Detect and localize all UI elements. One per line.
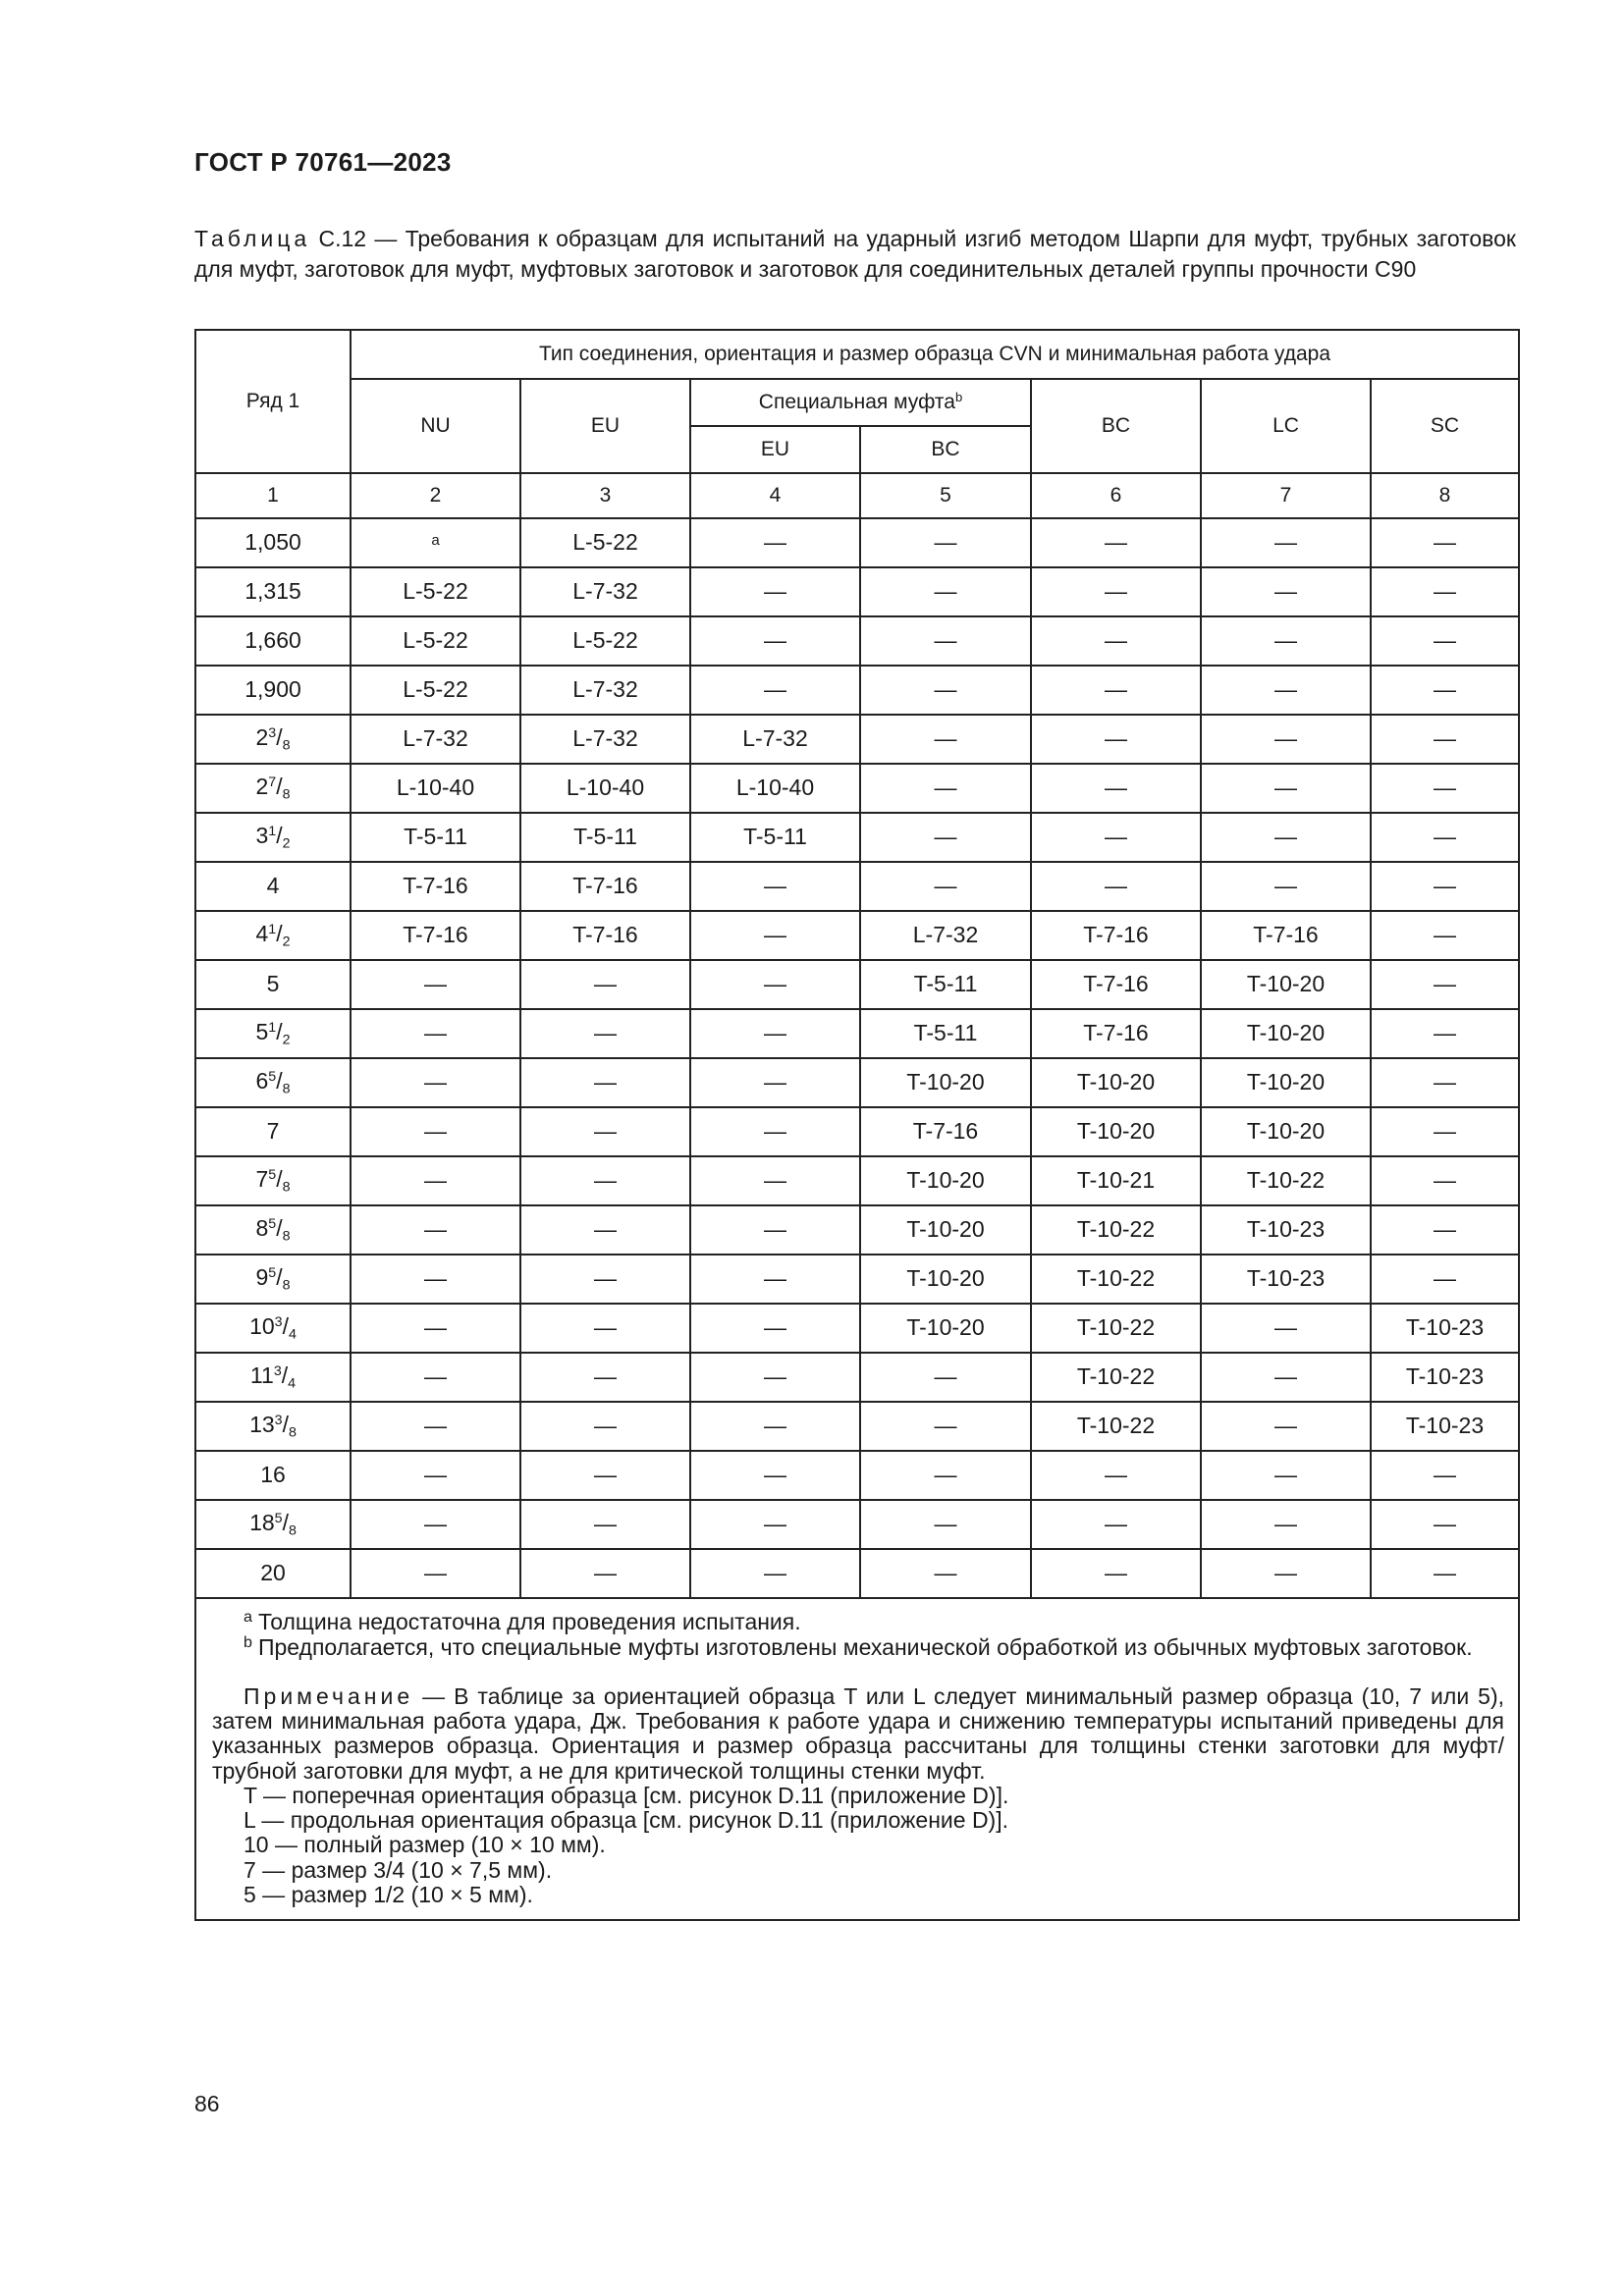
table-row [195,764,1519,813]
table-cell: T-10-20 [860,1304,1031,1353]
table-cell: — [690,1304,860,1353]
legend-line: 5 — размер 1/2 (10 × 5 мм). [244,1882,533,1908]
table-cell: T-7-16 [520,862,690,911]
table-cell: T-10-20 [1201,1058,1371,1107]
row-size-cell [195,764,351,813]
table-cell: — [1371,1205,1519,1255]
table-cell: — [1031,715,1201,764]
table-cell: T-7-16 [1201,911,1371,960]
fraction-slash: / [276,822,283,848]
table-cell: — [1371,1451,1519,1500]
size-denominator: 8 [282,1178,291,1195]
table-cell: — [1371,616,1519,666]
table-row [195,813,1519,862]
table-cell: — [1371,1549,1519,1598]
table-cell: T-10-20 [860,1205,1031,1255]
table-cell: — [520,1402,690,1451]
table-row [195,911,1519,960]
table-cell: — [351,1107,520,1156]
table-cell: — [1201,518,1371,567]
footnote-b-mark: b [244,1633,252,1652]
col-number: 2 [351,473,520,518]
table-cell: — [690,1058,860,1107]
table-cell: T-5-11 [690,813,860,862]
table-cell: — [1201,567,1371,616]
table-cell: — [520,1500,690,1549]
size-numerator: 3 [268,724,277,741]
table-cell: — [351,1549,520,1598]
table-cell: — [1031,1500,1201,1549]
table-row [195,1500,1519,1549]
table-cell: — [351,1451,520,1500]
document-code: ГОСТ Р 70761—2023 [194,147,452,177]
table-cell: — [1201,1549,1371,1598]
table-cell: — [520,1107,690,1156]
size-whole: 9 [255,1263,269,1290]
table-cell: — [860,813,1031,862]
note-paragraph [212,1684,1504,1784]
table-cell: T-10-23 [1201,1205,1371,1255]
note-label: Примечание [244,1682,414,1709]
table-cell: — [1031,813,1201,862]
fraction-slash: / [282,1509,289,1535]
fraction-slash: / [276,1067,283,1094]
table-cell: — [351,1156,520,1205]
table-cell: L-7-32 [690,715,860,764]
size-whole: 4 [255,920,269,946]
size-numerator: 3 [273,1362,282,1379]
table-cell: — [520,1451,690,1500]
table-cell: — [1201,1353,1371,1402]
table-cell: — [520,1058,690,1107]
col-header-bc: BC [1031,379,1201,473]
table-cell: — [690,1205,860,1255]
table-cell: — [1201,813,1371,862]
footnote-a-mark: a [244,1608,252,1626]
row-size-cell: 7 [195,1107,351,1156]
table-body [195,518,1519,1598]
col-header-nu: NU [351,379,520,473]
table-cell: T-7-16 [520,911,690,960]
table-cell: — [860,862,1031,911]
col-number: 3 [520,473,690,518]
table-cell: T-10-20 [1031,1107,1201,1156]
table-cell: T-10-20 [1201,960,1371,1009]
table-cell: — [1031,862,1201,911]
table-cell: T-7-16 [351,862,520,911]
table-cell: — [1201,715,1371,764]
table-row [195,567,1519,616]
col-header-special-bc: BC [860,426,1031,473]
size-numerator: 5 [268,1166,277,1183]
table-cell: T-10-20 [860,1156,1031,1205]
table-cell: L-7-32 [351,715,520,764]
table-cell: T-7-16 [1031,960,1201,1009]
fraction-slash: / [276,920,283,946]
size-denominator: 8 [282,785,291,802]
table-cell: — [690,1549,860,1598]
footnote-mark-b: b [954,390,963,405]
size-whole: 5 [255,1018,269,1044]
table-row [195,1549,1519,1598]
size-denominator: 8 [282,1080,291,1096]
row-size-cell: 5 [195,960,351,1009]
table-cell: — [690,1255,860,1304]
table-cell: — [520,1205,690,1255]
table-cell: T-10-20 [1201,1107,1371,1156]
table-cell: — [1371,1156,1519,1205]
row-size-cell [195,1304,351,1353]
table-cell: — [1201,862,1371,911]
row-header-cell: Ряд 1 [195,330,351,473]
row-size-cell [195,715,351,764]
table-cell: — [1371,764,1519,813]
size-numerator: 1 [268,823,277,839]
table-cell: — [1031,1549,1201,1598]
table-row [195,1402,1519,1451]
size-whole: 10 [249,1312,275,1339]
row-size-cell [195,1205,351,1255]
fraction-slash: / [281,1362,289,1388]
table-cell: T-10-23 [1371,1304,1519,1353]
table-cell: T-7-16 [1031,911,1201,960]
table-cell: — [1371,1058,1519,1107]
row-size-cell [195,1009,351,1058]
table-cell: — [860,1451,1031,1500]
table-cell: T-5-11 [860,960,1031,1009]
table-cell: L-5-22 [520,518,690,567]
table-cell: — [1031,1451,1201,1500]
table-cell: — [520,1009,690,1058]
table-row [195,666,1519,715]
page-number: 86 [194,2091,220,2116]
table-row [195,1156,1519,1205]
fraction-slash: / [276,1214,283,1241]
table-cell: — [1371,911,1519,960]
size-denominator: 4 [288,1374,297,1391]
size-whole: 6 [255,1067,269,1094]
table-cell: — [860,666,1031,715]
row-size-cell: 1,315 [195,567,351,616]
table-cell: — [1201,616,1371,666]
table-cell: — [1371,960,1519,1009]
size-numerator: 5 [268,1215,277,1232]
table-cell: L-5-22 [520,616,690,666]
table-cell: — [690,1156,860,1205]
col-header-special-eu: EU [690,426,860,473]
size-numerator: 5 [268,1068,277,1085]
table-cell: — [351,1255,520,1304]
size-whole: 2 [255,773,269,799]
table-row [195,1353,1519,1402]
table-row [195,616,1519,666]
table-cell: T-10-22 [1031,1205,1201,1255]
row-size-cell [195,1255,351,1304]
table-cell: — [351,960,520,1009]
table-cell: — [351,1009,520,1058]
size-numerator: 1 [268,921,277,937]
size-denominator: 8 [288,1522,297,1538]
table-cell: — [860,1402,1031,1451]
table-cell: — [1201,1402,1371,1451]
table-cell: — [860,1549,1031,1598]
table-cell: — [520,960,690,1009]
fraction-slash: / [276,1018,283,1044]
table-cell: T-10-23 [1371,1402,1519,1451]
table-cell: — [351,1353,520,1402]
table-cell: L-5-22 [351,567,520,616]
row-size-cell: 1,900 [195,666,351,715]
table-cell: — [860,616,1031,666]
col-header-sc: SC [1371,379,1519,473]
table-cell: T-10-23 [1201,1255,1371,1304]
table-cell: T-10-20 [1031,1058,1201,1107]
table-cell: — [1031,518,1201,567]
special-coupling-label: Специальная муфта [758,391,955,414]
fraction-slash: / [282,1411,289,1437]
table-caption [194,224,1516,285]
size-denominator: 8 [282,736,291,753]
table-cell: — [520,1156,690,1205]
table-cell: — [690,911,860,960]
table-cell: L-7-32 [860,911,1031,960]
table-cell: — [1371,1009,1519,1058]
table-cell: — [520,1549,690,1598]
table-cell: — [690,1402,860,1451]
footnote-mark-a: a [431,532,440,549]
table-row [195,1058,1519,1107]
table-cell: — [1201,1500,1371,1549]
table-row [195,1009,1519,1058]
row-size-cell [195,813,351,862]
table-cell: — [1371,715,1519,764]
table-cell: — [1371,862,1519,911]
table-cell: — [1201,764,1371,813]
table-cell: L-10-40 [690,764,860,813]
table-cell: — [860,518,1031,567]
col-number: 6 [1031,473,1201,518]
size-denominator: 8 [282,1227,291,1244]
notes-cell [195,1598,1519,1920]
table-cell: — [860,1500,1031,1549]
table-cell: — [690,1009,860,1058]
caption-prefix: Таблица [194,226,311,251]
table-cell: — [351,1205,520,1255]
group-header-cell: Тип соединения, ориентация и размер образца CVN и минимальная работа удара [351,330,1519,379]
legend-line: L — продольная ориентация образца [см. рисунок D.11 (приложение D)]. [244,1807,1009,1834]
table-cell: — [520,1353,690,1402]
size-numerator: 3 [274,1313,283,1330]
table-row [195,960,1519,1009]
table-cell: — [690,616,860,666]
table-cell: T-5-11 [860,1009,1031,1058]
table-cell: — [351,1402,520,1451]
row-size-cell [195,1402,351,1451]
table-cell: — [690,1107,860,1156]
table-row [195,862,1519,911]
table-cell: L-5-22 [351,616,520,666]
size-denominator: 2 [282,1031,291,1047]
footnote-b-text: Предполагается, что специальные муфты изготовлены механической обработкой из обычных муфтовых заготовок. [257,1634,1473,1661]
size-whole: 8 [255,1214,269,1241]
table-cell: — [1371,518,1519,567]
table-cell: — [1371,1107,1519,1156]
size-whole: 2 [255,723,269,750]
size-whole: 3 [255,822,269,848]
table-cell: — [1201,1451,1371,1500]
table-cell: L-10-40 [351,764,520,813]
size-denominator: 2 [282,834,291,851]
col-header-lc: LC [1201,379,1371,473]
row-size-cell [195,911,351,960]
table-row [195,1107,1519,1156]
table-cell: — [520,1304,690,1353]
size-numerator: 3 [274,1412,283,1428]
row-size-cell: 16 [195,1451,351,1500]
legend-line: T — поперечная ориентация образца [см. рисунок D.11 (приложение D)]. [244,1782,1009,1808]
table-cell: — [690,518,860,567]
row-size-cell [195,1058,351,1107]
row-size-cell: 20 [195,1549,351,1598]
col-number: 1 [195,473,351,518]
size-denominator: 4 [288,1325,297,1342]
table-cell: T-10-20 [860,1255,1031,1304]
table-cell: T-10-23 [1371,1353,1519,1402]
size-numerator: 1 [268,1019,277,1036]
col-header-eu: EU [520,379,690,473]
table-cell: — [351,1500,520,1549]
specimen-requirements-table [194,329,1520,1921]
table-cell: T-10-22 [1031,1353,1201,1402]
table-cell: — [690,1451,860,1500]
fraction-slash: / [276,1263,283,1290]
column-numbers-row [195,473,1519,518]
size-whole: 7 [255,1165,269,1192]
table-cell: T-10-22 [1031,1402,1201,1451]
table-cell: — [1201,1304,1371,1353]
row-size-cell [195,1156,351,1205]
table-cell: — [1201,666,1371,715]
table-cell: — [860,715,1031,764]
table-cell: — [1371,567,1519,616]
table-cell: T-7-16 [860,1107,1031,1156]
table-cell: T-10-22 [1031,1304,1201,1353]
legend-line: 10 — полный размер (10 × 10 мм). [244,1832,606,1858]
size-denominator: 8 [282,1276,291,1293]
col-header-special-coupling [690,379,1031,426]
size-whole: 13 [249,1411,275,1437]
table-cell: — [860,567,1031,616]
table-cell: — [1031,764,1201,813]
table-row [195,1304,1519,1353]
table-header [195,330,1519,518]
table-row [195,518,1519,567]
table-cell: T-10-22 [1201,1156,1371,1205]
table-cell: — [1371,1255,1519,1304]
table-cell: — [1371,1500,1519,1549]
col-number: 4 [690,473,860,518]
table-cell: T-10-21 [1031,1156,1201,1205]
table-cell: L-7-32 [520,666,690,715]
table-cell: — [520,1255,690,1304]
table-cell: — [1031,666,1201,715]
table-cell: L-7-32 [520,567,690,616]
table-row [195,715,1519,764]
footnote-a-text: Толщина недостаточна для проведения испытания. [257,1609,801,1635]
table-cell: T-10-20 [1201,1009,1371,1058]
table-row [195,1205,1519,1255]
table-cell: — [1031,567,1201,616]
fraction-slash: / [282,1312,289,1339]
table-row [195,1451,1519,1500]
row-size-cell [195,1353,351,1402]
table-cell: — [351,1058,520,1107]
size-whole: 18 [249,1509,275,1535]
note-text: — В таблице за ориентацией образца T или L следует минимальный размер образца (10, 7 или 5), затем минимальная работа удара, Дж. Требования к работе удара и снижению температуры испытаний приведены для указанных размеров образца. Ориентация и размер образца рассчитаны для толщины стенки заготовки для муфт/трубной заготовки для муфт, а не для критической толщины стенки муфт. [212,1682,1504,1784]
table-cell: T-10-20 [860,1058,1031,1107]
col-number: 7 [1201,473,1371,518]
legend-line: 7 — размер 3/4 (10 × 7,5 мм). [244,1856,553,1883]
fraction-slash: / [276,1165,283,1192]
table-cell: — [351,1304,520,1353]
table-cell: — [690,666,860,715]
row-size-cell [195,1500,351,1549]
table-row [195,1255,1519,1304]
table-notes [195,1598,1519,1920]
table-cell: — [690,960,860,1009]
table-cell: T-7-16 [1031,1009,1201,1058]
table-cell: — [690,567,860,616]
table-cell: — [1371,666,1519,715]
table-cell: T-5-11 [351,813,520,862]
table-cell: — [690,1353,860,1402]
footnote-b [212,1634,1504,1660]
row-size-cell: 1,050 [195,518,351,567]
size-whole: 11 [249,1362,274,1388]
size-numerator: 7 [268,774,277,790]
fraction-slash: / [276,723,283,750]
footnote-a [212,1609,1504,1634]
col-number: 5 [860,473,1031,518]
fraction-slash: / [276,773,283,799]
caption-text: С.12 — Требования к образцам для испытаний на ударный изгиб методом Шарпи для муфт, трубных заготовок для муфт, заготовок для муфт, муфтовых заготовок и заготовок для соединительных деталей группы прочности С90 [194,226,1516,282]
row-size-cell: 1,660 [195,616,351,666]
table-cell: T-5-11 [520,813,690,862]
table-cell: — [1371,813,1519,862]
table-cell [351,518,520,567]
table-cell: — [690,1500,860,1549]
table-cell: L-7-32 [520,715,690,764]
size-denominator: 8 [288,1423,297,1440]
col-number: 8 [1371,473,1519,518]
row-size-cell: 4 [195,862,351,911]
table-cell: T-10-22 [1031,1255,1201,1304]
size-numerator: 5 [274,1510,283,1526]
size-numerator: 5 [268,1264,277,1281]
table-cell: T-7-16 [351,911,520,960]
table-cell: L-10-40 [520,764,690,813]
table-cell: — [1031,616,1201,666]
size-denominator: 2 [282,933,291,949]
table-cell: — [860,764,1031,813]
table-cell: — [690,862,860,911]
table-cell: — [860,1353,1031,1402]
table-cell: L-5-22 [351,666,520,715]
